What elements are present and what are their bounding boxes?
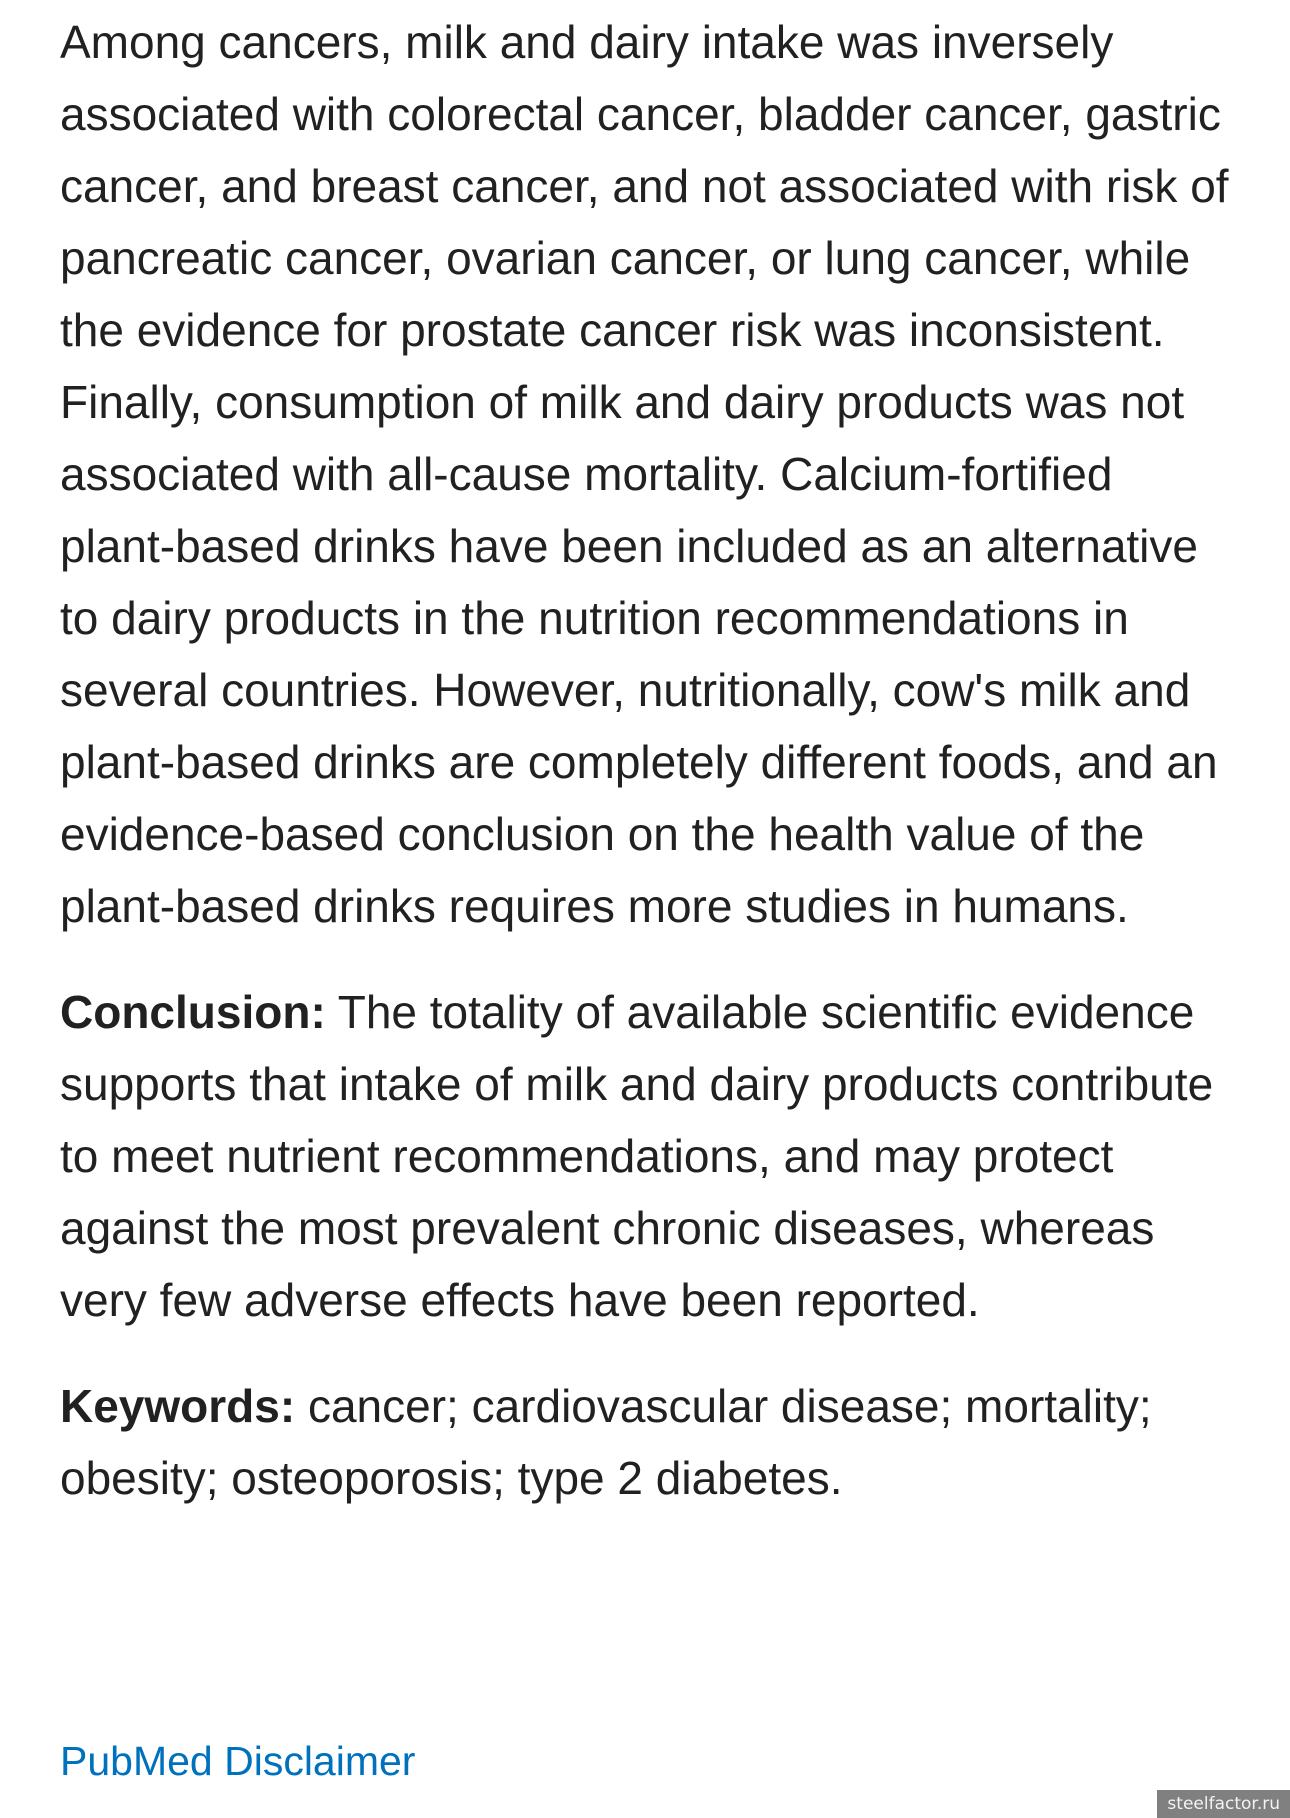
- keywords-label: Keywords:: [60, 1380, 296, 1432]
- conclusion-label: Conclusion:: [60, 986, 326, 1038]
- pubmed-disclaimer-link[interactable]: PubMed Disclaimer: [60, 1738, 416, 1784]
- abstract-results-paragraph: Among cancers, milk and dairy intake was inversely associated with colorectal cancer, bladder cancer, gastric cancer, and breast cancer, and not associated with risk of pancreatic cancer, ovarian cancer, or lung cancer, while the evidence for prostate cancer risk was inconsistent. Finally, consumption of milk and dairy products was not associated with all-cause mortality. Calcium-fortified plant-based drinks have been included as an alternative to dairy products in the nutrition recommendations in several countries. However, nutritionally, cow's milk and plant-based drinks are completely different foods, and an evidence-based conclusion on the health value of the plant-based drinks requires more studies in humans.: [60, 16, 1229, 932]
- keywords-paragraph: [60, 1370, 1240, 1514]
- watermark: steelfactor.ru: [1157, 1790, 1290, 1818]
- conclusion-text: The totality of available scientific evidence supports that intake of milk and dairy products contribute to meet nutrient recommendations, and may protect against the most prevalent chronic diseases, whereas very few adverse effects have been reported.: [60, 986, 1214, 1326]
- abstract-content: [60, 0, 1240, 1514]
- keywords-text: cancer; cardiovascular disease; mortality; obesity; osteoporosis; type 2 diabetes.: [60, 1380, 1152, 1504]
- abstract-conclusion-paragraph: [60, 976, 1240, 1336]
